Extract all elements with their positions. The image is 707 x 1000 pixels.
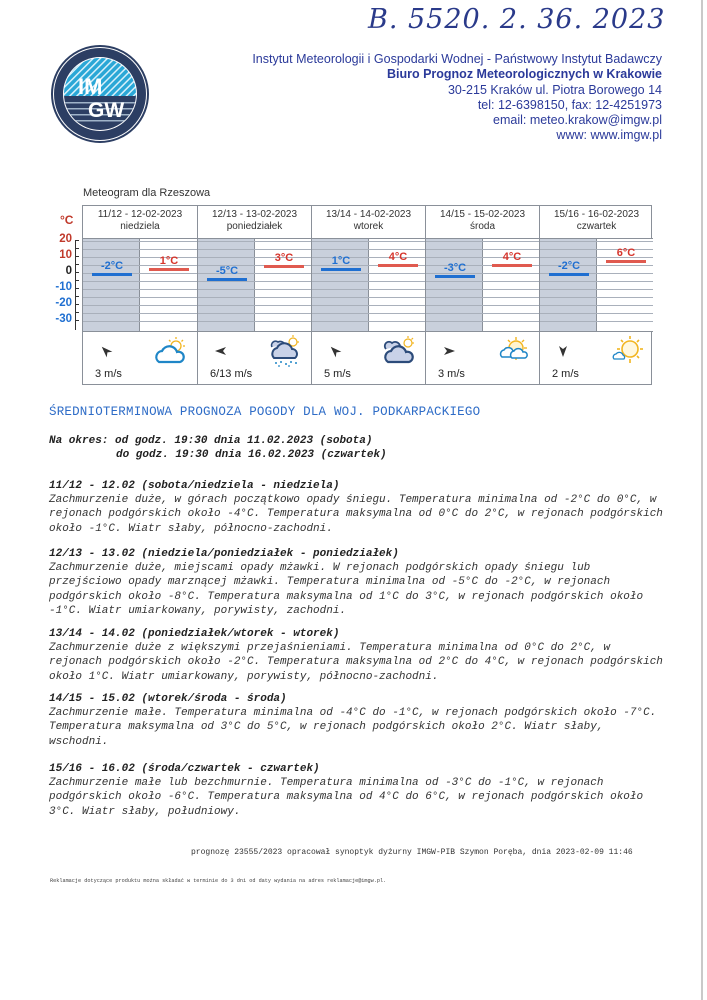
min-temperature	[435, 262, 475, 278]
gridline	[83, 297, 197, 298]
wind-speed: 5 m/s	[324, 368, 351, 380]
gridline	[312, 313, 425, 314]
day-weekday: wtorek	[353, 221, 384, 232]
max-temperature	[606, 247, 646, 263]
min-temperature	[549, 260, 589, 276]
temperature-area	[312, 239, 425, 331]
day-date: 14/15 - 15-02-2023	[439, 209, 526, 220]
day-header	[198, 206, 311, 239]
wind-speed: 3 m/s	[438, 368, 465, 380]
night-band	[312, 239, 369, 331]
phone-fax: tel: 12-6398150, fax: 12-4251973	[477, 97, 662, 112]
temperature-area	[540, 239, 653, 331]
gridline	[540, 289, 653, 290]
temperature-area	[198, 239, 311, 331]
max-temperature-text: 6°C	[616, 247, 636, 260]
period-to: do godz. 19:30 dnia 16.02.2023 (czwartek)	[116, 449, 387, 461]
gridline	[312, 289, 425, 290]
max-temperature-text: 4°C	[502, 250, 522, 263]
forecast-day-text: Zachmurzenie małe. Temperatura minimalna od -4°C do -1°C, w rejonach podgórskich około -7°C. Temperatura maksymalna od 3°C do 5°C, w rejonach podgórskich około 2°C. Wiatr słaby, wschodni.	[49, 707, 657, 748]
wind-weather-row	[426, 331, 539, 384]
min-temperature	[321, 255, 361, 271]
claims-note: Reklamacje dotyczące produktu można składać w terminie do 3 dni od daty wydania na adres reklamacje@imgw.pl.	[50, 878, 387, 884]
website[interactable]: www: www.imgw.pl	[556, 128, 662, 143]
max-temperature-bar	[264, 265, 304, 268]
forecast-day-text: Zachmurzenie duże, miejscami opady mżawki. W rejonach podgórskich opady śniegu lub przejściowo opady marznącej mżawki. Temperatura minimalna od -5°C do -2°C, w rejonach podgórskich około -8°C. Temperatura maksymalna od 1°C do 3°C, w rejonach podgórskich około -1°C. Wiatr umiarkowany, porywisty, zachodni.	[49, 562, 644, 617]
axis-unit-label: °C	[60, 213, 74, 227]
partly-sunny-cloud-icon	[153, 335, 187, 367]
wind-speed: 2 m/s	[552, 368, 579, 380]
forecast-day	[49, 762, 669, 819]
day-date: 12/13 - 13-02-2023	[211, 209, 298, 220]
axis-tick-mark	[76, 280, 79, 281]
heavy-cloud-sun-icon	[382, 335, 416, 367]
wind-direction-arrow-icon	[214, 344, 228, 358]
min-temperature-bar	[435, 275, 475, 278]
meteogram-day-column	[197, 206, 311, 384]
forecast-day-title: 12/13 - 13.02 (niedziela/poniedziałek - poniedziałek)	[49, 548, 399, 560]
night-band	[540, 239, 597, 331]
axis-tick-mark	[76, 272, 79, 273]
day-weekday: środa	[469, 221, 495, 232]
logo-text-gw: GW	[88, 99, 125, 122]
temperature-area	[83, 239, 197, 331]
day-date: 11/12 - 12-02-2023	[97, 209, 183, 220]
forecast-heading: ŚREDNIOTERMINOWA PROGNOZA POGODY DLA WOJ. PODKARPACKIEGO	[49, 405, 481, 419]
gridline	[312, 281, 425, 282]
cloud-snow-icon	[268, 335, 302, 367]
axis-tick-mark	[76, 312, 79, 313]
period-from: Na okres: od godz. 19:30 dnia 11.02.2023 (sobota)	[49, 435, 373, 447]
institute-header	[252, 52, 662, 144]
day-header	[83, 206, 197, 239]
forecast-author: prognozę 23555/2023 opracował synoptyk dyżurny IMGW-PIB Szymon Poręba, dnia 2023-02-09 11:46	[191, 848, 633, 857]
max-temperature	[378, 251, 418, 267]
day-date: 15/16 - 16-02-2023	[553, 209, 640, 220]
gridline	[426, 281, 539, 282]
gridline	[83, 249, 197, 250]
day-date: 13/14 - 14-02-2023	[325, 209, 412, 220]
forecast-period	[49, 434, 387, 462]
institute-name: Instytut Meteorologii i Gospodarki Wodnej - Państwowy Instytut Badawczy	[252, 52, 662, 66]
min-temperature	[92, 260, 132, 276]
axis-tick-mark	[76, 256, 79, 257]
wind-speed: 6/13 m/s	[210, 368, 253, 380]
meteogram-day-column	[539, 206, 653, 384]
night-band	[426, 239, 483, 331]
max-temperature-bar	[149, 268, 189, 271]
gridline	[198, 297, 311, 298]
day-weekday: poniedziałek	[226, 221, 283, 232]
axis-tick-mark	[76, 264, 79, 265]
wind-weather-row	[540, 331, 653, 384]
gridline	[198, 313, 311, 314]
logo-text-im: IM	[78, 74, 103, 99]
min-temperature-text: 1°C	[331, 255, 351, 268]
gridline	[540, 297, 653, 298]
gridline	[83, 313, 197, 314]
max-temperature	[264, 252, 304, 268]
wind-direction-arrow-icon	[442, 344, 456, 358]
gridline	[540, 313, 653, 314]
max-temperature-bar	[492, 264, 532, 267]
gridline	[426, 289, 539, 290]
axis-tick-label: 20	[59, 233, 72, 245]
axis-tick-mark	[76, 248, 79, 249]
sunny-small-cloud-icon	[610, 335, 644, 367]
forecast-day-text: Zachmurzenie duże z większymi przejaśnieniami. Temperatura minimalna od 0°C do 2°C, w rejonach podgórskich około -2°C. Temperatura maksymalna od 2°C do 4°C, w rejonach podgórskich około 1°C. Wiatr umiarkowany, porywisty, północno-zachodni.	[49, 642, 663, 683]
max-temperature	[149, 255, 189, 271]
gridline	[426, 313, 539, 314]
wind-weather-row	[198, 331, 311, 384]
min-temperature-text: -3°C	[443, 261, 467, 274]
wind-weather-row	[83, 331, 197, 384]
gridline	[198, 321, 311, 322]
axis-tick-mark	[76, 304, 79, 305]
max-temperature-bar	[378, 264, 418, 267]
gridline	[198, 249, 311, 250]
day-weekday: czwartek	[576, 221, 617, 232]
max-temperature-bar	[606, 260, 646, 263]
min-temperature-text: -2°C	[557, 260, 581, 273]
gridline	[426, 297, 539, 298]
gridline	[312, 297, 425, 298]
meteogram-day-column	[425, 206, 539, 384]
meteogram-day-column	[311, 206, 425, 384]
wind-weather-row	[312, 331, 425, 384]
meteogram-title: Meteogram dla Rzeszowa	[83, 187, 211, 199]
sun-cloud-icon	[496, 335, 530, 367]
max-temperature-text: 1°C	[159, 255, 179, 268]
gridline	[198, 281, 311, 282]
axis-tick-label: -30	[55, 313, 72, 325]
meteogram-day-column	[83, 206, 197, 384]
gridline	[198, 305, 311, 306]
axis-tick-label: 10	[59, 249, 72, 261]
day-header	[312, 206, 425, 239]
axis-line	[75, 240, 76, 330]
forecast-day	[49, 692, 669, 749]
gridline	[198, 241, 311, 242]
day-weekday: niedziela	[120, 221, 160, 232]
axis-tick-label: -10	[55, 281, 72, 293]
min-temperature-text: -5°C	[215, 265, 239, 277]
forecast-day	[49, 627, 669, 684]
meteogram	[82, 205, 652, 385]
gridline	[198, 289, 311, 290]
axis-tick-mark	[76, 320, 79, 321]
day-band	[140, 239, 197, 331]
forecast-day-text: Zachmurzenie duże, w górach początkowo opady śniegu. Temperatura minimalna od -2°C do 0°C, w rejonach podgórskich około -4°C. Temperatura maksymalna od 0°C do 2°C, w rejonach podgórskich około -1°C. Wiatr słaby, północno-zachodni.	[49, 494, 663, 535]
min-temperature-bar	[321, 268, 361, 271]
temperature-axis	[52, 205, 82, 385]
max-temperature-text: 3°C	[274, 252, 294, 265]
gridline	[312, 321, 425, 322]
temperature-area	[426, 239, 539, 331]
wind-direction-arrow-icon	[99, 344, 113, 358]
gridline	[540, 241, 653, 242]
forecast-day-title: 15/16 - 16.02 (środa/czwartek - czwartek)	[49, 763, 320, 775]
forecast-day	[49, 547, 669, 618]
axis-tick-mark	[76, 288, 79, 289]
gridline	[540, 305, 653, 306]
wind-speed: 3 m/s	[95, 368, 122, 380]
gridline	[426, 321, 539, 322]
forecast-day-title: 14/15 - 15.02 (wtorek/środa - środa)	[49, 693, 287, 705]
gridline	[83, 305, 197, 306]
email[interactable]: email: meteo.krakow@imgw.pl	[493, 113, 662, 128]
address: 30-215 Kraków ul. Piotra Borowego 14	[447, 82, 662, 97]
min-temperature-bar	[92, 273, 132, 276]
axis-tick-label: 0	[65, 265, 72, 277]
min-temperature	[207, 265, 247, 281]
gridline	[312, 241, 425, 242]
min-temperature-bar	[549, 273, 589, 276]
gridline	[83, 241, 197, 242]
max-temperature	[492, 251, 532, 267]
bureau-name: Biuro Prognoz Meteorologicznych w Krakowie	[386, 67, 662, 82]
gridline	[83, 321, 197, 322]
gridline	[540, 321, 653, 322]
gridline	[426, 305, 539, 306]
forecast-day-title: 11/12 - 12.02 (sobota/niedziela - niedziela)	[49, 480, 340, 492]
axis-tick-mark	[76, 240, 79, 241]
axis-tick-mark	[76, 296, 79, 297]
day-header	[540, 206, 653, 239]
night-band	[83, 239, 140, 331]
gridline	[83, 281, 197, 282]
max-temperature-text: 4°C	[388, 250, 408, 263]
min-temperature-text: -2°C	[100, 260, 124, 273]
handwritten-reference-number: B. 5520. 2. 36. 2023	[368, 4, 666, 35]
gridline	[312, 305, 425, 306]
gridline	[540, 281, 653, 282]
page-edge	[701, 0, 703, 1000]
night-band	[198, 239, 255, 331]
wind-direction-arrow-icon	[556, 344, 570, 358]
gridline	[83, 289, 197, 290]
forecast-day	[49, 479, 669, 536]
wind-direction-arrow-icon	[328, 344, 342, 358]
imgw-logo	[50, 44, 158, 144]
day-header	[426, 206, 539, 239]
gridline	[426, 241, 539, 242]
gridline	[312, 273, 425, 274]
min-temperature-bar	[207, 278, 247, 281]
axis-tick-label: -20	[55, 297, 72, 309]
forecast-day-title: 13/14 - 14.02 (poniedziałek/wtorek - wtorek)	[49, 628, 340, 640]
forecast-day-text: Zachmurzenie małe lub bezchmurnie. Temperatura minimalna od -3°C do -1°C, w rejonach podgórskich około -6°C. Temperatura maksymalna od 4°C do 6°C, w rejonach podgórskich około 3°C. Wiatr słaby, południowy.	[49, 777, 644, 818]
